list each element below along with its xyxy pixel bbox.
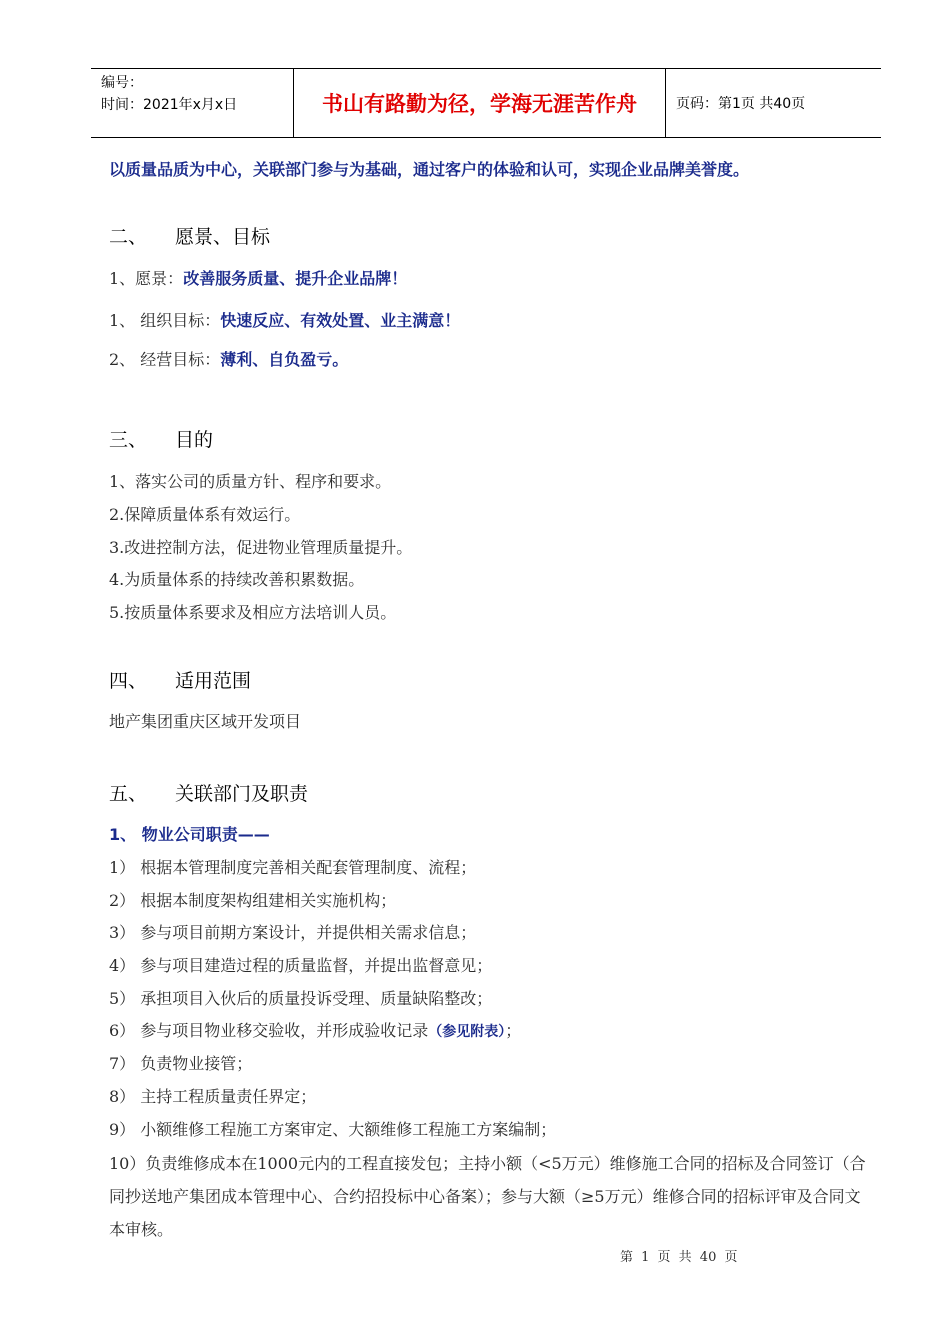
item-prefix: 2、 经营目标： [109, 350, 221, 369]
list-item: 4） 参与项目建造过程的质量监督，并提出监督意见； [109, 956, 493, 975]
list-item: 2） 根据本制度架构组建相关实施机构； [109, 891, 397, 910]
item-value: 薄利、自负盈亏。 [220, 350, 349, 369]
list-item: 7） 负责物业接管； [109, 1054, 253, 1073]
list-item [109, 347, 348, 373]
section-heading-5 [109, 781, 308, 807]
subsection-title: 1、 物业公司职责—— [109, 825, 270, 844]
section-number: 五、 [109, 783, 148, 805]
section-title: 愿景、目标 [175, 226, 271, 248]
header-page-info: 页码：第1页 共40页 [676, 96, 806, 112]
section-title: 适用范围 [175, 670, 252, 692]
list-item [109, 308, 460, 334]
item-note: （参见附表） [428, 1024, 506, 1040]
list-item: 1、落实公司的质量方针、程序和要求。 [109, 472, 392, 491]
section-title: 目的 [175, 429, 214, 451]
section-title: 关联部门及职责 [175, 783, 309, 805]
item-prefix: 1、愿景： [109, 269, 184, 288]
item-value: 快速反应、有效处置、业主满意！ [220, 311, 461, 330]
section-heading-2 [109, 224, 270, 250]
section-heading-4 [109, 668, 251, 694]
list-item [109, 1018, 521, 1045]
list-item: 1） 根据本管理制度完善相关配套管理制度、流程； [109, 858, 477, 877]
page-header [91, 68, 881, 138]
section-number: 二、 [109, 226, 148, 248]
code-label: 编号： [101, 75, 143, 91]
scope-text: 地产集团重庆区域开发项目 [109, 712, 302, 731]
list-item: 2.保障质量体系有效运行。 [109, 505, 301, 524]
list-item: 9） 小额维修工程施工方案审定、大额维修工程施工方案编制； [109, 1120, 557, 1139]
list-item: 3.改进控制方法，促进物业管理质量提升。 [109, 538, 413, 557]
item-text: 6） 参与项目物业移交验收，并形成验收记录 [109, 1021, 429, 1040]
section-heading-3 [109, 427, 213, 453]
list-item [109, 266, 407, 292]
header-motto: 书山有路勤为径，学海无涯苦作舟 [293, 69, 666, 137]
item-prefix: 1、 组织目标： [109, 311, 221, 330]
intro-text: 以质量品质为中心，关联部门参与为基础，通过客户的体验和认可，实现企业品牌美誉度。 [109, 160, 750, 179]
section-number: 四、 [109, 670, 148, 692]
section-number: 三、 [109, 429, 148, 451]
item-punct: ； [505, 1021, 522, 1040]
list-item: 5） 承担项目入伙后的质量投诉受理、质量缺陷整改； [109, 989, 493, 1008]
list-item: 3） 参与项目前期方案设计，并提供相关需求信息； [109, 923, 477, 942]
list-item: 4.为质量体系的持续改善积累数据。 [109, 570, 365, 589]
list-item-long: 10）负责维修成本在1000元内的工程直接发包；主持小额（<5万元）维修施工合同的招标及合同签订（合同抄送地产集团成本管理中心、合约招投标中心备案）；参与大额（≥5万元）维修合同的招标评审及合同文本审核。 [109, 1154, 866, 1239]
time-label: 时间：2021年x月x日 [101, 97, 238, 113]
item-value: 改善服务质量、提升企业品牌！ [183, 269, 408, 288]
header-meta [91, 69, 293, 137]
page-footer: 第 1 页 共 40 页 [620, 1250, 738, 1265]
list-item: 8） 主持工程质量责任界定； [109, 1087, 317, 1106]
list-item: 5.按质量体系要求及相应方法培训人员。 [109, 603, 397, 622]
